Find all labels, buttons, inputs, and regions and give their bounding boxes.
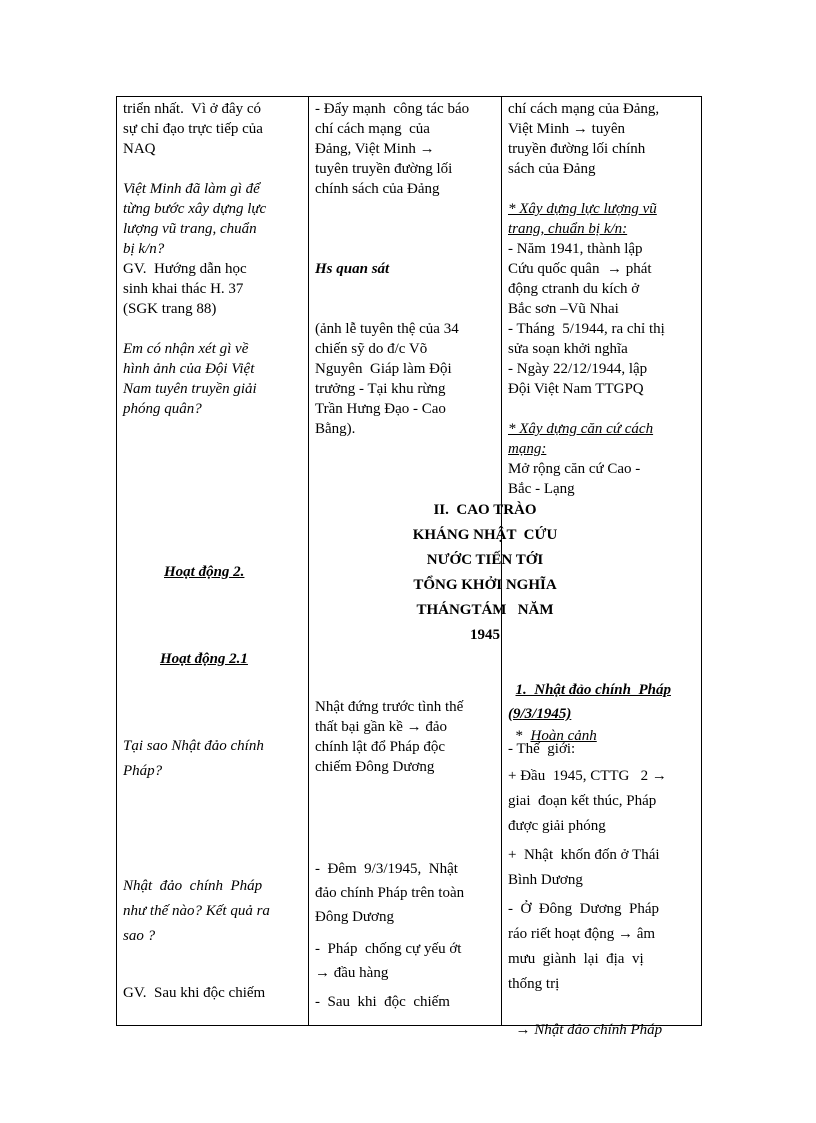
col1-question-1: Việt Minh đã làm gì để từng bước xây dựng lực lượng vũ trang, chuẩn bị k/n?: [123, 181, 267, 257]
col2-paragraph-6: - Sau khi độc chiếm: [315, 994, 450, 1010]
col1-teacher-note-1: GV. Hướng dẫn học sinh khai thác H. 37 (SGK trang 88): [123, 261, 247, 317]
context-star: *: [515, 728, 531, 744]
arrow-glyph: →: [515, 1022, 535, 1038]
col2-paragraph-3: Nhật đứng trước tình thế thất bại gần kề → đảo chính lật đổ Pháp độc chiếm Đông Dương: [315, 699, 464, 775]
col3-paragraph-1: chí cách mạng của Đảng, Việt Minh → tuyên truyền đường lối chính sách của Đảng: [508, 101, 660, 177]
col3-base-text: Mở rộng căn cứ Cao - Bắc - Lạng: [508, 461, 641, 497]
teacher-activity-column: [117, 97, 308, 1025]
col3-indochina-detail: - Ở Đông Dương Pháp ráo riết hoạt động → âm mưu giành lại địa vị thống trị: [508, 901, 660, 992]
col2-photo-caption: (ảnh lễ tuyên thệ của 34 chiến sỹ do đ/c Võ Nguyên Giáp làm Đội trưởng - Tại khu rừng Trần Hưng Đạo - Cao Bằng).: [315, 321, 459, 437]
col3-armed-forces-list: - Năm 1941, thành lập Cứu quốc quân → phát động ctranh du kích ở Bắc sơn –Vũ Nhai - Tháng 5/1944, ra chỉ thị sửa soạn khởi nghĩa - Ngày 22/12/1944, lập Đội Việt Nam TTGPQ: [508, 241, 665, 397]
activity-2-1-heading: Hoạt động 2.1: [160, 651, 248, 667]
col1-question-4: Nhật đảo chính Pháp như thế nào? Kết quả ra sao ?: [123, 878, 270, 944]
col2-paragraph-4: - Đêm 9/3/1945, Nhật đảo chính Pháp trên toàn Đông Dương: [315, 861, 465, 925]
col2-paragraph-1: - Đẩy mạnh công tác báo chí cách mạng của Đảng, Việt Minh → tuyên truyền đường lối chính sách của Đảng: [315, 101, 470, 197]
col1-teacher-note-2: GV. Sau khi độc chiếm: [123, 985, 266, 1001]
context-label: Hoàn cảnh: [530, 728, 597, 744]
base-building-heading: * Xây dựng căn cứ cách mạng:: [508, 421, 654, 457]
activity-2-heading: Hoạt động 2.: [164, 564, 245, 580]
col2-paragraph-5: - Pháp chống cự yếu ớt → đầu hàng: [315, 941, 462, 981]
students-observe-label: Hs quan sát: [315, 261, 390, 277]
subsection-1-text: 1. Nhật đảo chính Pháp (9/3/1945): [508, 682, 671, 722]
col1-question-2: Em có nhận xét gì về hình ảnh của Đội Việt Nam tuyên truyền giải phóng quân?: [123, 341, 257, 417]
col3-conclusion-line: [508, 1000, 662, 1040]
col3-world-detail-1: + Đầu 1945, CTTG 2 → giai đoạn kết thúc, Pháp được giải phóng: [508, 768, 667, 834]
col3-world-detail-2: + Nhật khốn đốn ở Thái Bình Dương: [508, 847, 660, 888]
section-title: II. CAO TRÀO KHÁNG NHẬT CỨU NƯỚC TIẾN TỚI TỔNG KHỞI NGHĨA THÁNGTÁM NĂM 1945: [412, 502, 558, 643]
col3-world-label: - Thế giới:: [508, 741, 576, 757]
col3-conclusion-text: Nhật đảo chính Pháp: [534, 1022, 663, 1038]
armed-forces-heading: * Xây dựng lực lượng vũ trang, chuẩn bị k/n:: [508, 201, 657, 237]
col1-paragraph-1: triển nhất. Vì ở đây có sự chỉ đạo trực tiếp của NAQ: [123, 101, 263, 157]
col1-question-3: Tại sao Nhật đảo chính Pháp?: [123, 738, 264, 779]
